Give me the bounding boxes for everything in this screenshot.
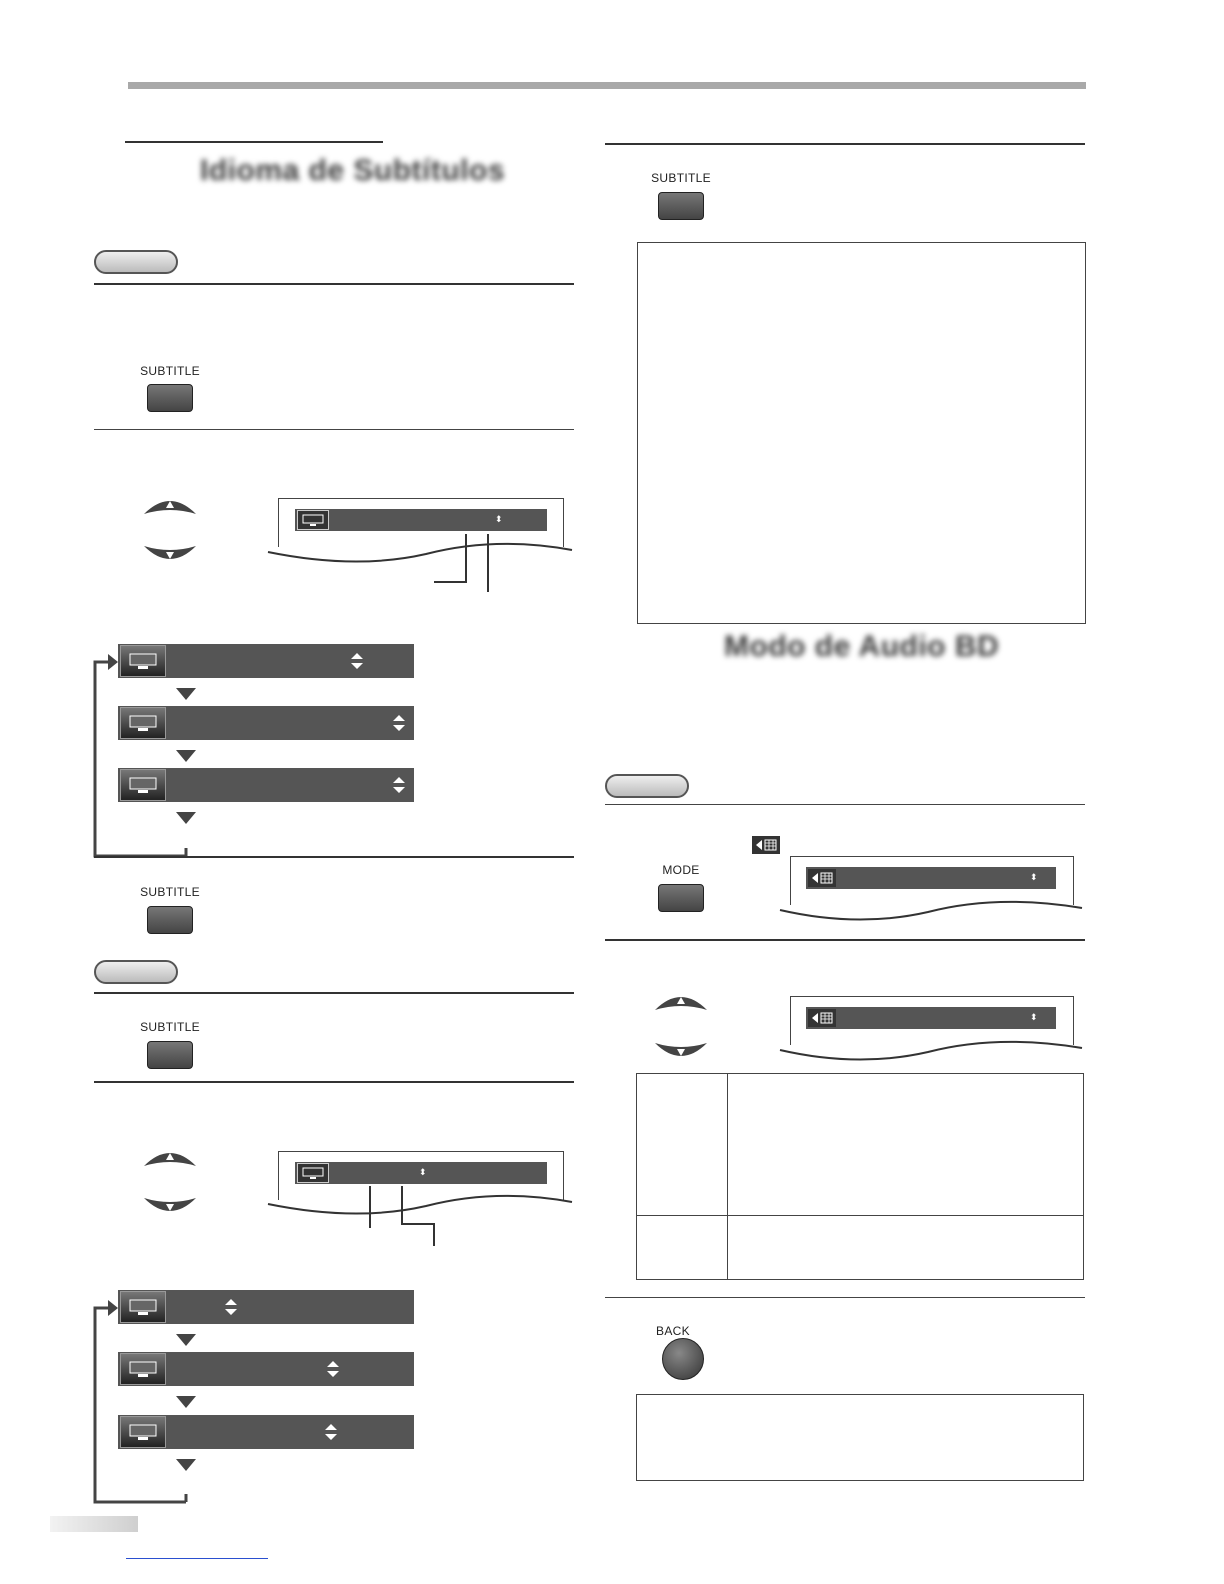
subtitle-button[interactable] — [147, 1041, 193, 1069]
subtitle-button-label: SUBTITLE — [651, 171, 711, 185]
down-triangle-icon — [176, 750, 196, 762]
audio-speaker-icon — [752, 836, 780, 854]
updown-icon — [224, 1298, 238, 1316]
down-triangle-icon — [176, 688, 196, 700]
subtitle-button[interactable] — [658, 192, 704, 220]
up-arrow-button[interactable] — [653, 990, 709, 1012]
table-row-divider — [637, 1215, 1083, 1216]
osd-bar — [295, 1162, 547, 1184]
format-badge — [94, 250, 178, 274]
page-number-tab — [50, 1516, 138, 1532]
divider — [605, 143, 1085, 145]
updown-icon — [392, 714, 406, 732]
note-box — [636, 1394, 1084, 1481]
divider — [605, 804, 1085, 805]
title-rule — [125, 141, 383, 143]
section-title-bd-audio-mode: Modo de Audio BD — [724, 630, 1000, 663]
down-triangle-icon — [176, 1396, 196, 1408]
down-triangle-icon — [176, 1459, 196, 1471]
divider — [94, 992, 574, 994]
tv-screen-icon — [120, 645, 166, 677]
menu-option-bar — [118, 644, 414, 678]
tv-screen-icon — [297, 1163, 329, 1183]
audio-speaker-icon — [808, 1009, 836, 1027]
note-box — [637, 242, 1086, 624]
menu-option-bar — [118, 768, 414, 802]
down-arrow-button[interactable] — [142, 544, 198, 566]
mode-button[interactable] — [658, 884, 704, 912]
osd-curve — [778, 890, 1084, 922]
subtitle-button-label: SUBTITLE — [140, 885, 200, 899]
tv-screen-icon — [120, 1291, 166, 1323]
divider — [94, 856, 574, 858]
subtitle-button[interactable] — [147, 384, 193, 412]
divider — [94, 1081, 574, 1083]
divider — [94, 283, 574, 285]
osd-curve — [266, 530, 576, 594]
down-triangle-icon — [176, 1334, 196, 1346]
format-badge — [94, 960, 178, 984]
menu-option-bar — [118, 1290, 414, 1324]
menu-option-bar — [118, 1352, 414, 1386]
subtitle-button-label: SUBTITLE — [140, 364, 200, 378]
footer-link-rule — [126, 1558, 268, 1559]
osd-curve — [266, 1182, 576, 1248]
cycle-arrow — [90, 1296, 190, 1506]
divider — [94, 429, 574, 430]
updown-icon: ⬍ — [419, 1167, 427, 1177]
osd-bar — [806, 1007, 1056, 1029]
down-arrow-button[interactable] — [142, 1196, 198, 1218]
osd-curve — [778, 1030, 1084, 1062]
mode-button-label: MODE — [662, 863, 700, 877]
tv-screen-icon — [120, 1416, 166, 1448]
cycle-arrow — [90, 650, 190, 860]
subtitle-button[interactable] — [147, 906, 193, 934]
audio-speaker-icon — [808, 869, 836, 887]
up-arrow-button[interactable] — [142, 1146, 198, 1168]
updown-icon: ⬍ — [495, 514, 503, 524]
updown-icon — [326, 1360, 340, 1378]
up-arrow-button[interactable] — [142, 494, 198, 516]
osd-bar — [295, 509, 547, 531]
menu-option-bar — [118, 1415, 414, 1449]
down-arrow-button[interactable] — [653, 1041, 709, 1063]
tv-screen-icon — [120, 1353, 166, 1385]
tv-screen-icon — [120, 707, 166, 739]
subtitle-button-label: SUBTITLE — [140, 1020, 200, 1034]
tv-screen-icon — [120, 769, 166, 801]
back-button[interactable] — [662, 1338, 704, 1380]
updown-icon — [392, 776, 406, 794]
menu-option-bar — [118, 706, 414, 740]
tv-screen-icon — [297, 510, 329, 530]
divider — [605, 1297, 1085, 1298]
updown-icon — [324, 1423, 338, 1441]
updown-icon: ⬍ — [1030, 872, 1038, 882]
down-triangle-icon — [176, 812, 196, 824]
back-button-label: BACK — [656, 1324, 690, 1338]
mode-table — [636, 1073, 1084, 1280]
divider — [605, 939, 1085, 941]
format-badge — [605, 774, 689, 798]
updown-icon — [350, 652, 364, 670]
osd-bar — [806, 867, 1056, 889]
header-bar — [128, 82, 1086, 89]
section-title-subtitle-language: Idioma de Subtítulos — [200, 154, 506, 187]
table-col-divider — [727, 1074, 728, 1279]
updown-icon: ⬍ — [1030, 1012, 1038, 1022]
